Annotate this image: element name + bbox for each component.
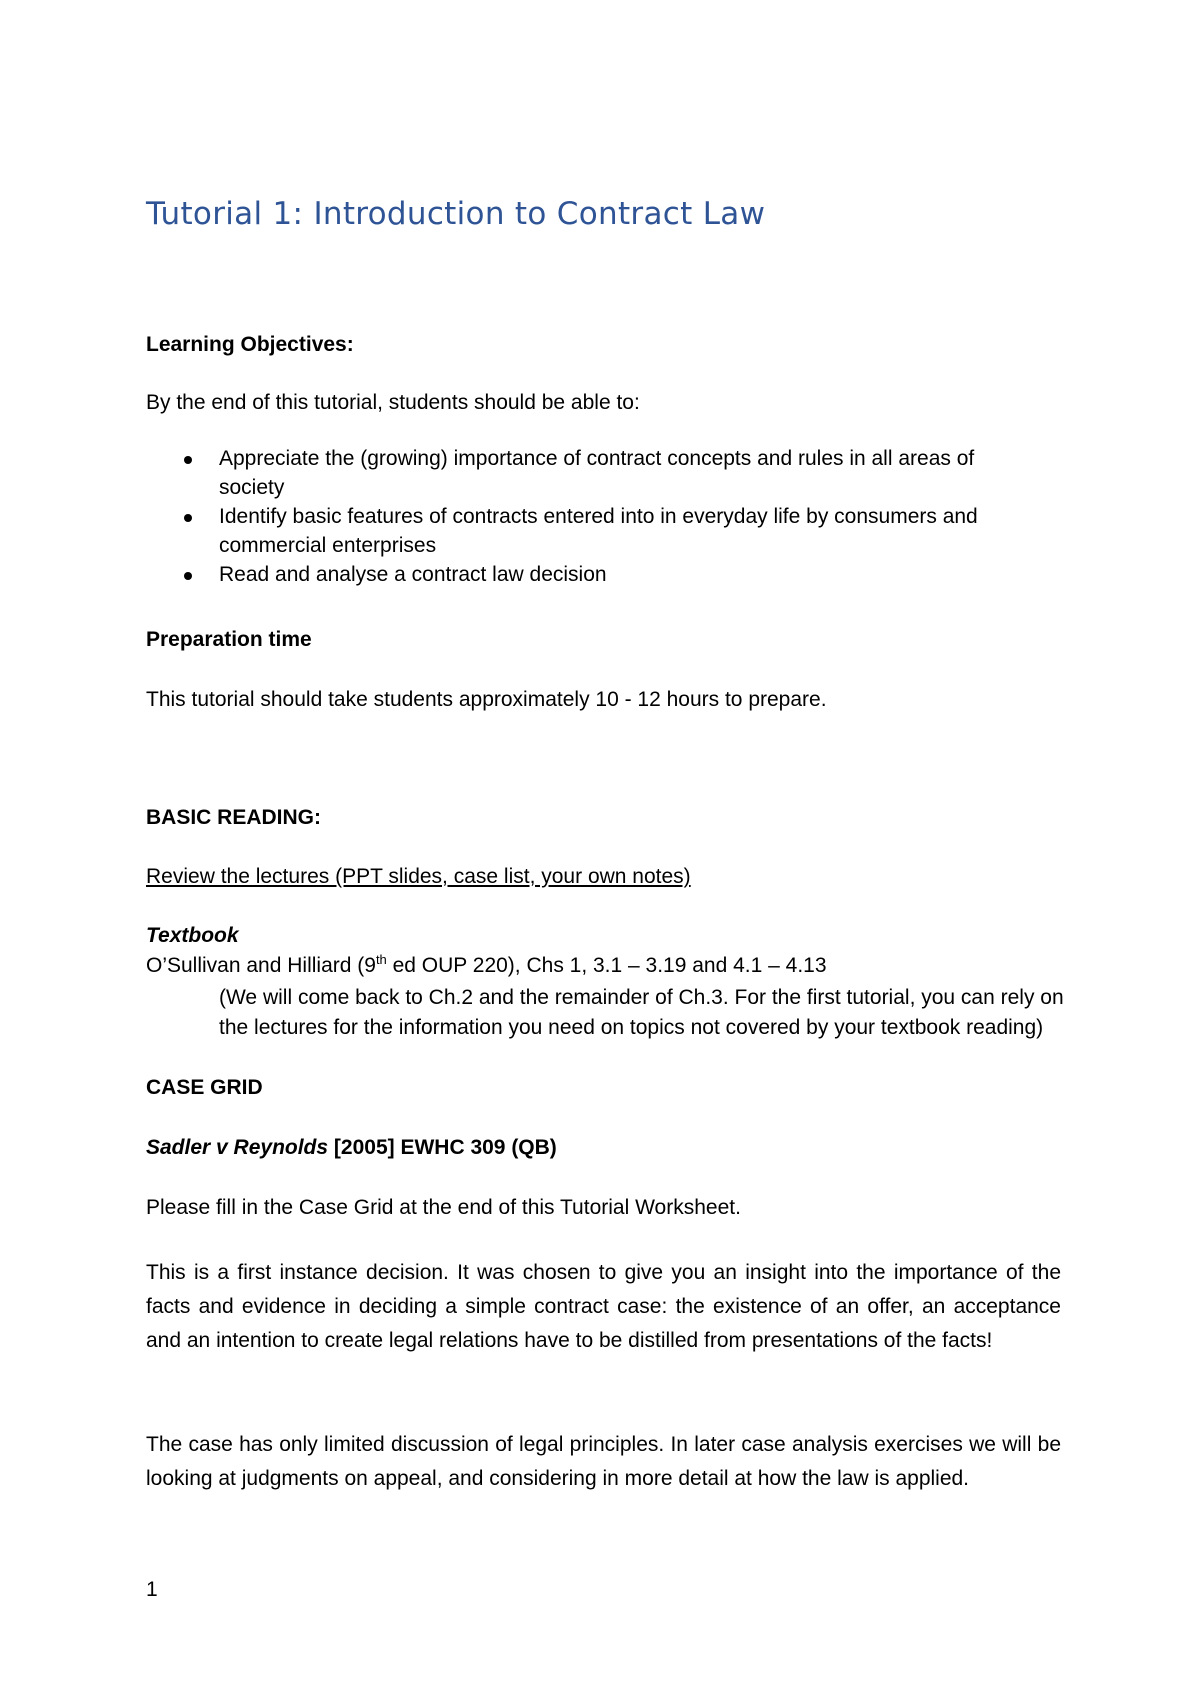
learning-objectives-intro: By the end of this tutorial, students should be able to: xyxy=(146,391,640,414)
review-lectures-text: Review the lectures (PPT slides, case list, your own notes) xyxy=(146,865,691,888)
page-number: 1 xyxy=(146,1578,158,1601)
textbook-reference xyxy=(146,951,827,980)
learning-objectives-list xyxy=(146,444,1039,589)
objective-text: Appreciate the (growing) importance of contract concepts and rules in all areas of society xyxy=(219,447,975,499)
textbook-ref-main: O’Sullivan and Hilliard (9 xyxy=(146,954,376,977)
case-paragraph-2: The case has only limited discussion of legal principles. In later case analysis exercises we will be looking at judgments on appeal, and considering in more detail at how the law is applied. xyxy=(146,1433,1061,1490)
basic-reading-heading: BASIC READING: xyxy=(146,806,322,829)
case-name: Sadler v Reynolds xyxy=(146,1136,329,1159)
list-item xyxy=(146,502,1039,560)
textbook-ref-rest: ed OUP 220), Chs 1, 3.1 – 3.19 and 4.1 – 4.13 xyxy=(386,954,827,977)
objective-text: Read and analyse a contract law decision xyxy=(219,563,607,586)
learning-objectives-heading: Learning Objectives: xyxy=(146,333,354,356)
case-citation xyxy=(146,1133,557,1162)
case-paragraph-1: This is a first instance decision. It was chosen to give you an insight into the importance of the facts and evidence in deciding a simple contract case: the existence of an offer, an acceptance and an intention to create legal relations have to be distilled from presentations of the facts! xyxy=(146,1261,1061,1352)
bullet-icon xyxy=(184,572,192,580)
case-grid-instruction: Please fill in the Case Grid at the end of this Tutorial Worksheet. xyxy=(146,1196,741,1219)
list-item xyxy=(146,560,1039,589)
reading-note: (We will come back to Ch.2 and the remainder of Ch.3. For the first tutorial, you can rely on the lectures for the information you need on topics not covered by your textbook reading) xyxy=(219,986,1064,1039)
textbook-ref-superscript: th xyxy=(375,952,387,967)
list-item xyxy=(146,444,1039,502)
textbook-label: Textbook xyxy=(146,924,239,947)
case-citation-ref: [2005] EWHC 309 (QB) xyxy=(328,1136,557,1159)
preparation-heading: Preparation time xyxy=(146,628,312,651)
bullet-icon xyxy=(184,514,192,522)
case-grid-heading: CASE GRID xyxy=(146,1076,263,1099)
page-title: Tutorial 1: Introduction to Contract Law xyxy=(146,196,766,232)
objective-text: Identify basic features of contracts entered into in everyday life by consumers and commercial enterprises xyxy=(219,505,978,557)
preparation-text: This tutorial should take students approximately 10 - 12 hours to prepare. xyxy=(146,688,827,711)
bullet-icon xyxy=(184,456,192,464)
